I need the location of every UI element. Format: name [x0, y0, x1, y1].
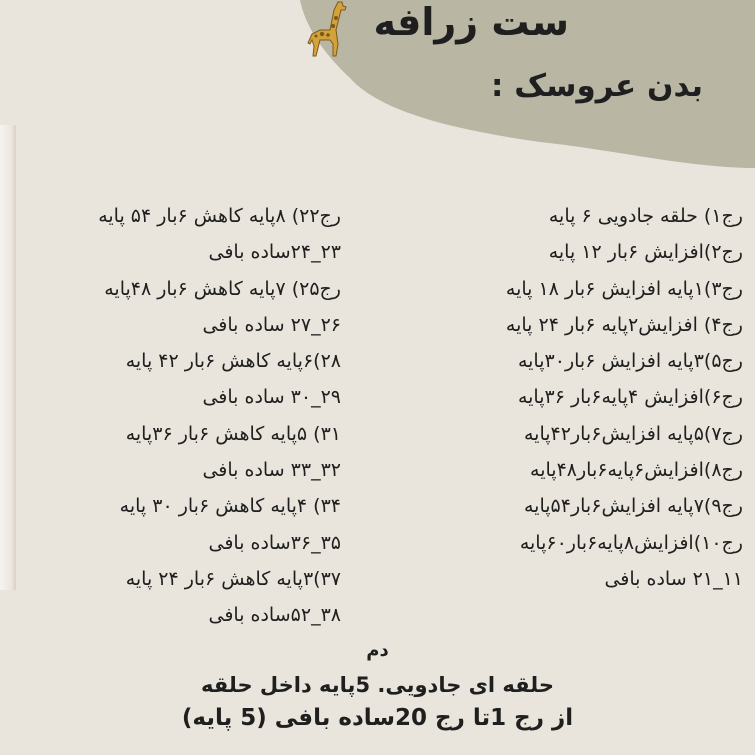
pattern-row: ۳۵_۳۶ساده بافی — [208, 531, 341, 554]
pattern-row: رج۳)۱پایه افزایش ۶بار ۱۸ پایه — [505, 277, 743, 300]
pattern-row: ۳۱) ۵پایه کاهش ۶بار ۳۶پایه — [125, 422, 341, 445]
pattern-row: رج۴) افزایش۲پایه ۶بار ۲۴ پایه — [505, 313, 743, 336]
pattern-row: رج۲۲) ۸پایه کاهش ۶بار ۵۴ پایه — [98, 205, 341, 227]
pattern-row: رج۷)۵پایه افزایش۶بار۴۲پایه — [523, 422, 743, 445]
pattern-row: ۳۷)۳پایه کاهش ۶بار ۲۴ پایه — [125, 567, 341, 590]
pattern-row: رج۲)افزایش ۶بار ۱۲ پایه — [548, 241, 743, 264]
pattern-row: ۱۱_۲۱ ساده بافی — [604, 567, 743, 590]
pattern-row: ۲۸)۶پایه کاهش ۶بار ۴۲ پایه — [125, 350, 341, 373]
pattern-row: ۲۶_۲۷ ساده بافی — [202, 313, 341, 336]
pattern-row: ۲۹_۳۰ ساده بافی — [202, 386, 341, 409]
pattern-row: ۳۸_۵۲ساده بافی — [208, 604, 341, 627]
pattern-row: رج۸)افزایش۶پایه۶بار۴۸پایه — [530, 459, 743, 482]
pattern-row: ۳۴) ۴پایه کاهش ۶بار ۳۰ پایه — [119, 495, 341, 518]
pattern-row: رج۵)۳پایه افزایش ۶بار۳۰پایه — [517, 350, 743, 373]
tail-line-1: حلقه ای جادویی. 5پایه داخل حلقه — [201, 673, 554, 697]
pattern-row: رج۱) حلقه جادویی ۶ پایه — [548, 205, 743, 227]
tail-heading: دم — [366, 640, 389, 661]
pattern-row: رج۹)۷پایه افزایش۶بار۵۴پایه — [523, 495, 743, 518]
pattern-row: رج۶)افزایش ۴پایه۶بار ۳۶پایه — [517, 386, 743, 409]
pattern-row: رج۲۵) ۷پایه کاهش ۶بار ۴۸پایه — [104, 277, 341, 300]
pattern-row: ۲۳_۲۴ساده بافی — [208, 241, 341, 264]
pattern-row: ۳۲_۳۳ ساده بافی — [202, 459, 341, 482]
pattern-rows-right — [506, 198, 743, 597]
pattern-row: رج۱۰)افزایش۸پایه۶بار۶۰پایه — [519, 531, 743, 554]
giraffe-icon — [300, 0, 356, 58]
page-title: ست زرافه — [373, 0, 569, 44]
photo-edge — [0, 125, 16, 590]
pattern-rows-left — [98, 198, 341, 634]
section-title: بدن عروسک : — [491, 68, 703, 104]
tail-line-2: از رج 1تا رج 20ساده بافی (5 پایه) — [181, 705, 574, 731]
